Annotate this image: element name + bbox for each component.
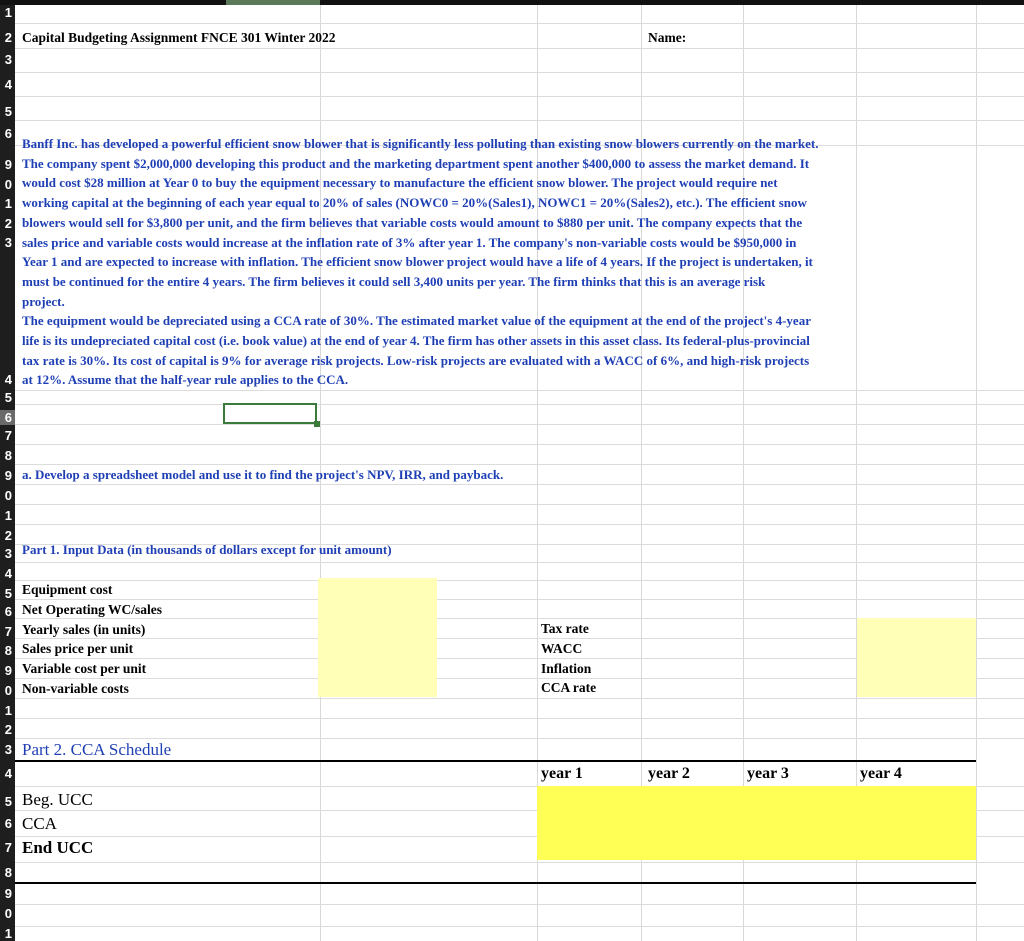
grid-line xyxy=(15,718,1024,719)
input-label: Inflation xyxy=(541,660,592,676)
grid-line xyxy=(15,72,1024,73)
cca-row-label: End UCC xyxy=(22,838,94,857)
part2-heading: Part 2. CCA Schedule xyxy=(22,740,172,759)
grid-line xyxy=(15,48,1024,49)
year-header: year 3 xyxy=(747,765,789,782)
row-number[interactable]: 4 xyxy=(4,77,12,92)
grid-line xyxy=(15,484,1024,485)
sheet-title: Capital Budgeting Assignment FNCE 301 Winter 2022 xyxy=(22,30,336,45)
cca-row-label: CCA xyxy=(22,814,57,833)
part1-heading: Part 1. Input Data (in thousands of dollars except for unit amount) xyxy=(22,542,392,557)
row-number[interactable]: 6 xyxy=(0,410,15,425)
task-a-text: a. Develop a spreadsheet model and use it to find the project's NPV, IRR, and payback. xyxy=(22,467,504,482)
row-number[interactable]: 4 xyxy=(4,766,12,781)
grid-line xyxy=(15,738,1024,739)
row-number[interactable]: 7 xyxy=(4,428,12,443)
grid-line xyxy=(15,424,1024,425)
input-label: Non-variable costs xyxy=(22,681,129,696)
problem-line: would cost $28 million at Year 0 to buy the equipment necessary to manufacture the efficient snow blower. The project would require net xyxy=(22,175,778,191)
grid-line xyxy=(15,390,1024,391)
year-header: year 2 xyxy=(648,765,690,782)
row-number[interactable]: 0 xyxy=(4,177,12,192)
grid-line xyxy=(15,862,1024,863)
row-number[interactable]: 9 xyxy=(4,886,12,901)
row-number[interactable]: 3 xyxy=(4,546,12,561)
year-header: year 1 xyxy=(541,765,583,782)
row-number[interactable]: 9 xyxy=(4,468,12,483)
grid-line xyxy=(15,698,1024,699)
problem-line: sales price and variable costs would increase at the inflation rate of 3% after year 1. The company's non-variable costs would be $950,000 in xyxy=(22,234,797,250)
input-cells-left[interactable] xyxy=(318,578,437,697)
problem-line: life is its undepreciated capital cost (i.e. book value) at the end of year 4. The firm has other assets in this asset class. Its federal-plus-provincial xyxy=(22,333,810,348)
problem-line: working capital at the beginning of each year equal to 20% of sales (NOWC0 = 20%(Sales1), NOWC1 = 20%(Sales2), etc.). The efficient snow xyxy=(22,195,807,211)
row-number[interactable]: 3 xyxy=(4,742,12,757)
input-label: Net Operating WC/sales xyxy=(22,601,162,617)
row-number[interactable]: 1 xyxy=(4,196,12,211)
grid-line xyxy=(15,464,1024,465)
row-number[interactable]: 2 xyxy=(4,528,12,543)
grid-line xyxy=(15,504,1024,505)
row-header-column[interactable] xyxy=(0,0,15,941)
input-label: Yearly sales (in units) xyxy=(22,621,146,637)
grid-line xyxy=(15,96,1024,97)
input-cells-right[interactable] xyxy=(857,618,976,697)
row-number[interactable]: 3 xyxy=(4,235,12,250)
problem-line: Year 1 and are expected to increase with inflation. The efficient snow blower project would have a life of 4 years. If the project is undertaken, it xyxy=(22,254,813,270)
row-number[interactable]: 5 xyxy=(4,390,12,405)
column-header-bar[interactable] xyxy=(0,0,1024,5)
input-label: Equipment cost xyxy=(22,582,113,597)
fill-handle[interactable] xyxy=(314,421,320,427)
row-number[interactable]: 0 xyxy=(4,488,12,503)
cca-schedule-cells[interactable] xyxy=(537,786,976,860)
active-column-header[interactable] xyxy=(226,0,320,5)
row-number[interactable]: 5 xyxy=(4,586,12,601)
row-number[interactable]: 1 xyxy=(4,926,12,941)
row-number[interactable]: 5 xyxy=(4,104,12,119)
row-number[interactable]: 0 xyxy=(4,683,12,698)
grid-line xyxy=(15,580,1024,581)
row-number[interactable]: 2 xyxy=(4,722,12,737)
row-number[interactable]: 1 xyxy=(4,703,12,718)
input-label: Sales price per unit xyxy=(22,641,134,657)
row-number[interactable]: 8 xyxy=(4,448,12,463)
grid-line xyxy=(15,23,1024,24)
problem-line: tax rate is 30%. Its cost of capital is 9% for average risk projects. Low-risk projects are evaluated with a WACC of 6%, and high-risk projects xyxy=(22,352,810,368)
row-number[interactable]: 8 xyxy=(4,643,12,658)
row-number[interactable]: 4 xyxy=(4,566,12,581)
row-number[interactable]: 7 xyxy=(4,624,12,639)
grid-line xyxy=(15,904,1024,905)
row-number[interactable]: 1 xyxy=(4,5,12,20)
grid-line xyxy=(15,404,1024,405)
grid-line xyxy=(15,926,1024,927)
input-label: CCA rate xyxy=(541,680,597,696)
row-number[interactable]: 9 xyxy=(4,663,12,678)
problem-line: Banff Inc. has developed a powerful efficient snow blower that is significantly less polluting than existing snow blowers currently on the market. xyxy=(22,136,819,151)
problem-line: The company spent $2,000,000 developing this product and the marketing department spent another $400,000 to assess the market demand. It xyxy=(22,155,810,171)
row-number[interactable]: 5 xyxy=(4,794,12,809)
row-number[interactable]: 1 xyxy=(4,508,12,523)
problem-line: blowers would sell for $3,800 per unit, and the firm believes that variable costs would amount to $880 per unit. The company expects that the xyxy=(22,214,803,230)
problem-line: The equipment would be depreciated using a CCA rate of 30%. The estimated market value of the equipment at the end of the project's 4-year xyxy=(22,313,811,329)
year-header: year 4 xyxy=(860,765,902,782)
selected-cell[interactable] xyxy=(223,403,317,424)
grid-line xyxy=(15,562,1024,563)
row-number[interactable]: 0 xyxy=(4,906,12,921)
name-label: Name: xyxy=(648,30,687,45)
row-number[interactable]: 6 xyxy=(4,816,12,831)
row-number[interactable]: 2 xyxy=(4,216,12,231)
grid-line xyxy=(15,120,1024,121)
row-number[interactable]: 6 xyxy=(4,126,12,141)
row-number[interactable]: 8 xyxy=(4,865,12,880)
row-number[interactable]: 4 xyxy=(4,372,12,387)
row-number[interactable]: 2 xyxy=(4,30,12,45)
problem-line: at 12%. Assume that the half-year rule applies to the CCA. xyxy=(22,372,349,388)
input-label: WACC xyxy=(541,640,583,656)
input-label: Tax rate xyxy=(541,621,589,636)
row-number[interactable]: 6 xyxy=(4,604,12,619)
problem-line: must be continued for the entire 4 years. The firm believes it could sell 3,400 units per year. The firm thinks that this is an average risk xyxy=(22,273,766,289)
border-bottom-cca xyxy=(15,882,976,884)
grid-line xyxy=(15,444,1024,445)
input-label: Variable cost per unit xyxy=(22,661,147,677)
cca-row-label: Beg. UCC xyxy=(22,790,93,809)
row-number[interactable]: 9 xyxy=(4,157,12,172)
row-number[interactable]: 7 xyxy=(4,840,12,855)
grid-line xyxy=(15,524,1024,525)
row-number[interactable]: 3 xyxy=(4,52,12,67)
grid-line xyxy=(15,599,1024,600)
border-top-cca xyxy=(15,760,976,762)
problem-line: project. xyxy=(22,293,65,309)
